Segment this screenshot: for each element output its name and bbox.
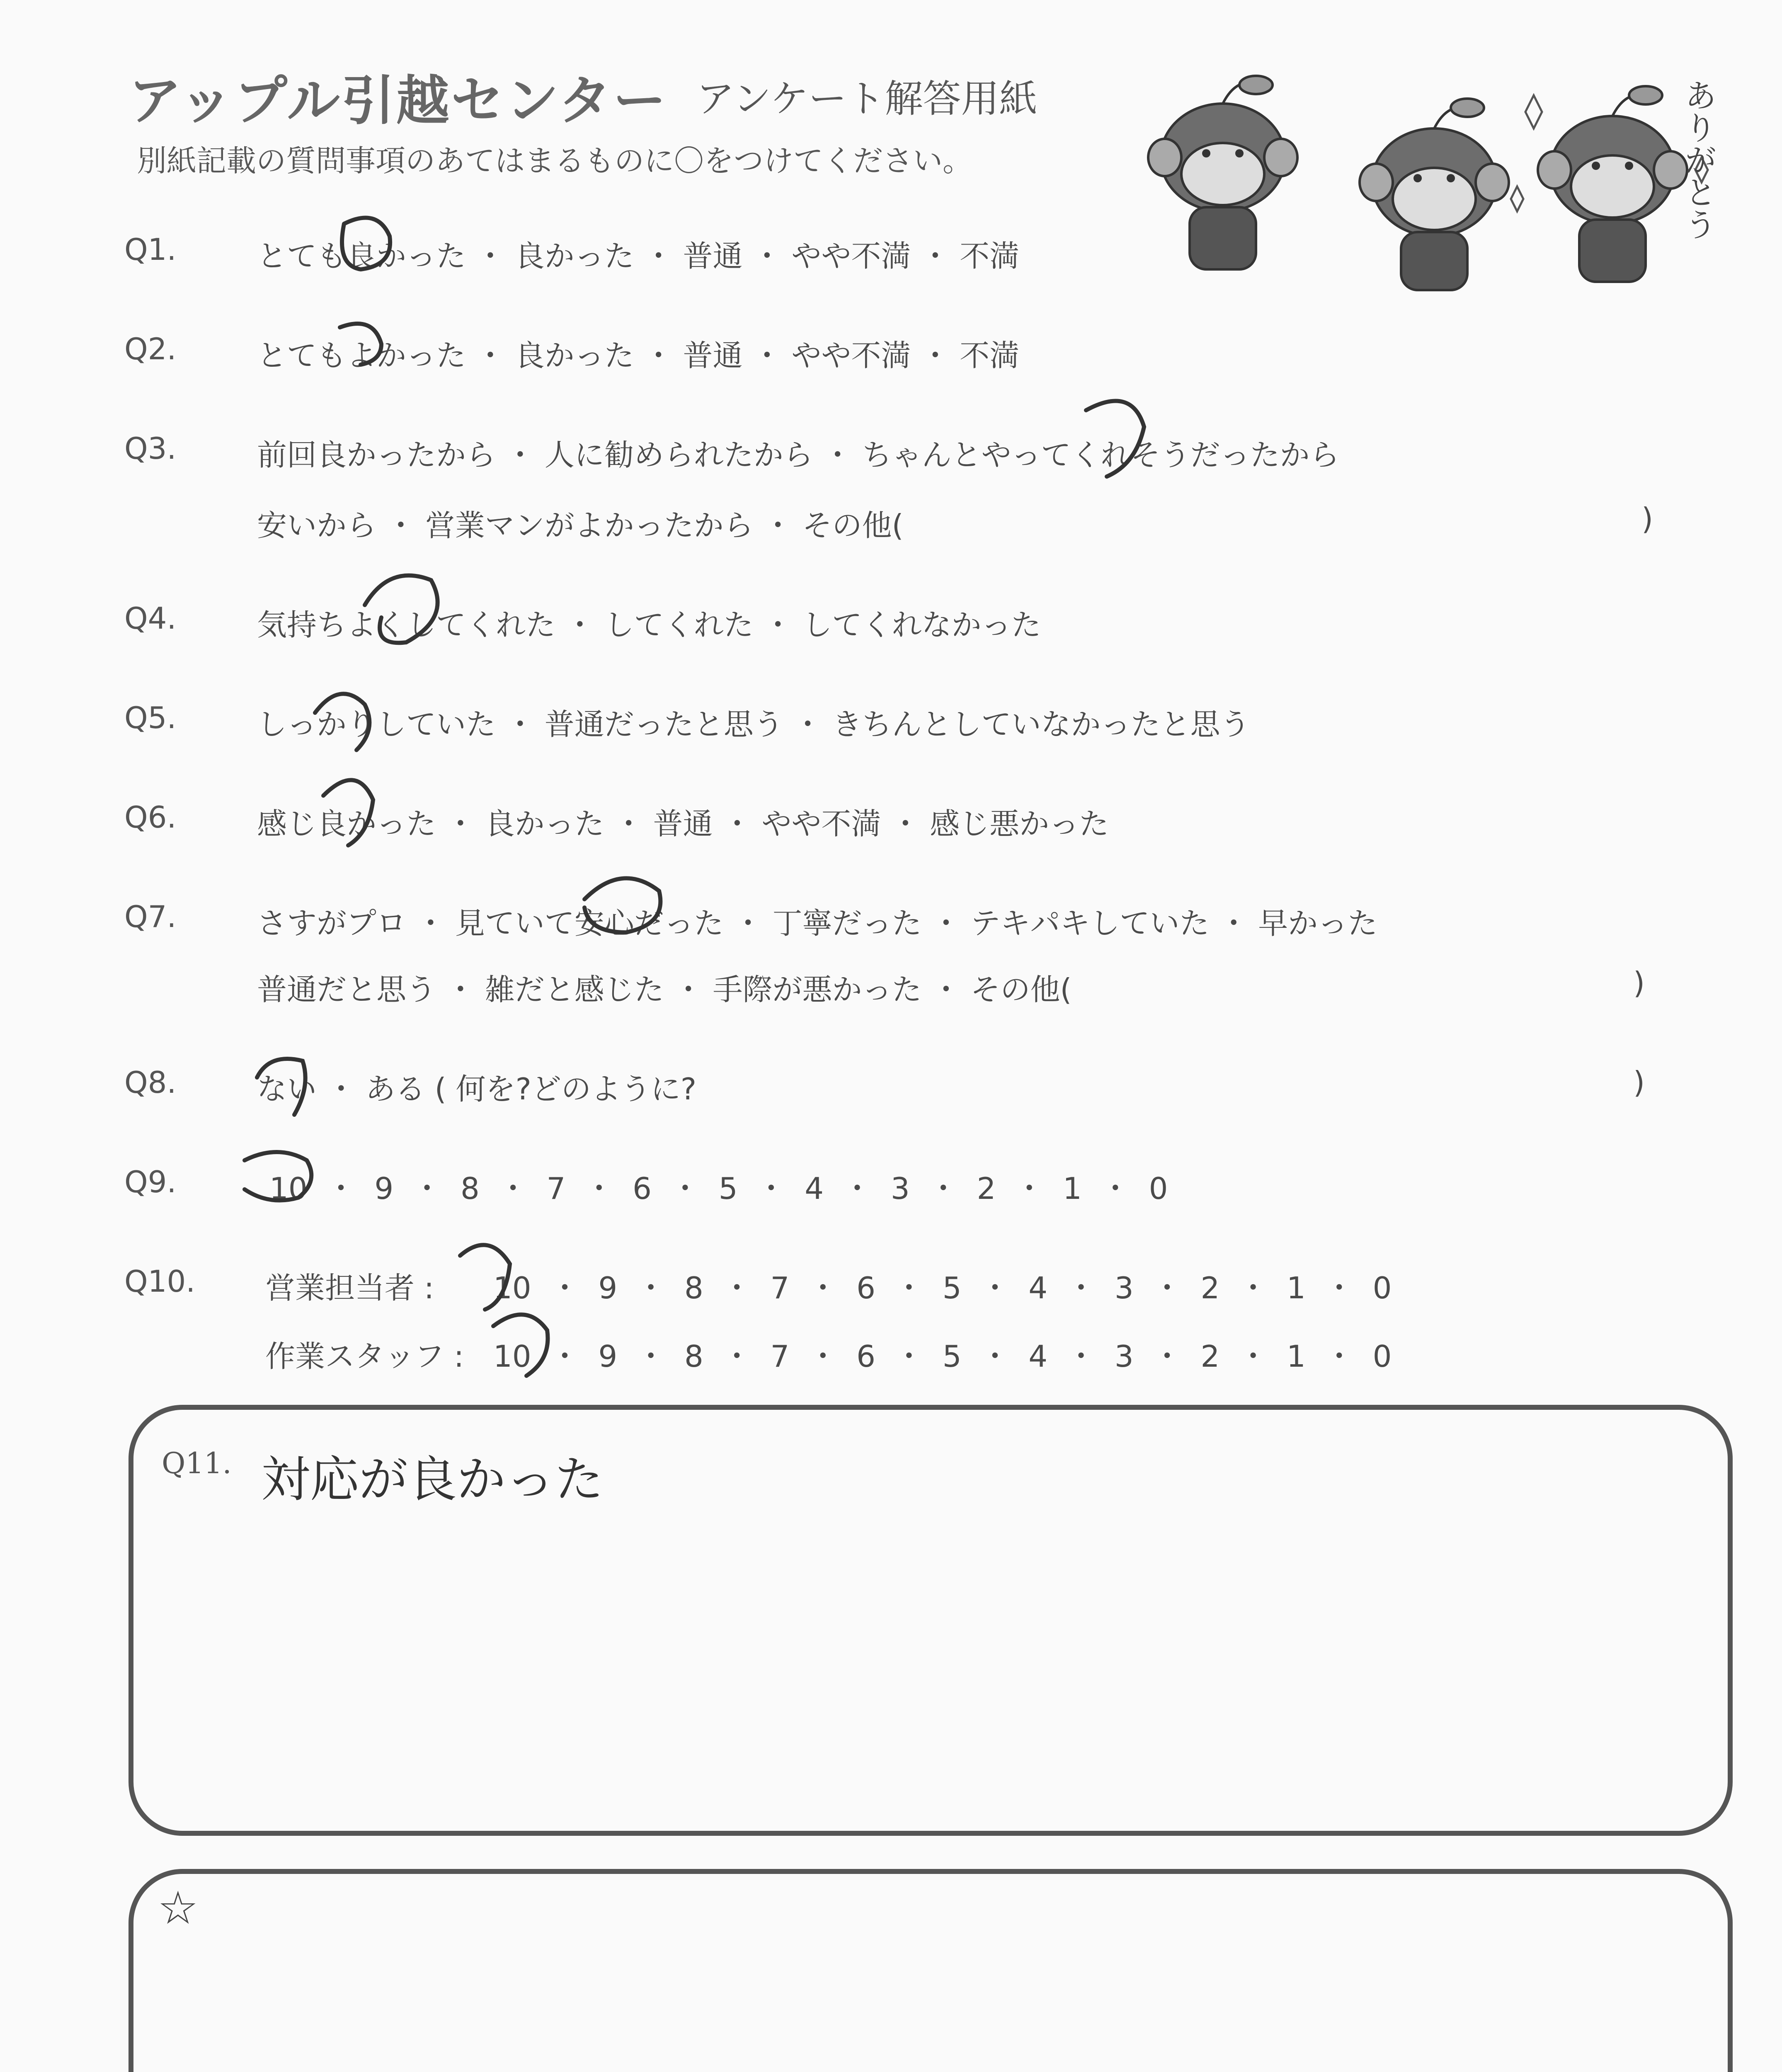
q6-mark (323, 780, 373, 845)
q4-options: 気持ちよくしてくれた ・ してくれた ・ してくれなかった (257, 608, 1041, 642)
q10-staff-label: 作業スタッフ : (265, 1339, 464, 1374)
q8-close-paren: ) (1633, 1065, 1645, 1100)
q4-label: Q4. (124, 601, 177, 636)
q8-label: Q8. (124, 1065, 177, 1100)
q2-options: とてもよかった ・ 良かった ・ 普通 ・ やや不満 ・ 不満 (257, 338, 1020, 373)
q3-close-paren: ) (1641, 501, 1654, 536)
q7-options-line1: さすがプロ ・ 見ていて安心だった ・ 丁寧だった ・ テキパキしていた ・ 早かった (257, 906, 1378, 941)
company-title: アップル引越センター (128, 70, 668, 132)
q1-mark (342, 218, 390, 269)
q11-label: Q11. (162, 1446, 232, 1480)
q10-sales-label: 営業担当者 : (265, 1271, 434, 1305)
q3-options-line2: 安いから ・ 営業マンがよかったから ・ その他( (257, 508, 904, 543)
thank-you-caption: ありがとう (1679, 79, 1717, 240)
q6-label: Q6. (124, 800, 177, 835)
instruction-text: 別紙記載の質問事項のあてはまるものに〇をつけてください。 (137, 143, 973, 178)
q10-label: Q10. (124, 1264, 196, 1299)
star-comment-box (128, 1869, 1733, 2072)
q9-mark (245, 1152, 311, 1201)
q1-label: Q1. (124, 232, 177, 267)
q9-scale: 10 ・ 9 ・ 8 ・ 7 ・ 6 ・ 5 ・ 4 ・ 3 ・ 2 ・ 1 ・ 0 (269, 1171, 1168, 1206)
q10-sales-mark (460, 1245, 510, 1310)
q7-label: Q7. (124, 899, 177, 934)
star-symbol: ☆ (158, 1881, 199, 1934)
q4-mark (365, 576, 438, 643)
q5-options: しっかりしていた ・ 普通だったと思う ・ きちんとしていなかったと思う (257, 707, 1250, 742)
q9-label: Q9. (124, 1164, 177, 1199)
q8-options: ない ・ ある ( 何を?どのように? (257, 1072, 697, 1106)
q5-label: Q5. (124, 700, 177, 735)
q8-mark (257, 1059, 305, 1115)
q7-options-line2: 普通だと思う ・ 雑だと感じた ・ 手際が悪かった ・ その他( (257, 972, 1072, 1007)
q5-mark (315, 694, 369, 750)
q7-close-paren: ) (1633, 966, 1645, 1000)
q2-label: Q2. (124, 332, 177, 366)
form-subtitle: アンケート解答用紙 (696, 77, 1038, 121)
q7-mark (584, 878, 660, 932)
q11-handwritten-answer: 対応が良かった (261, 1451, 604, 1508)
q3-label: Q3. (124, 431, 177, 466)
q2-mark (340, 324, 381, 365)
q6-options: 感じ良かった ・ 良かった ・ 普通 ・ やや不満 ・ 感じ悪かった (257, 806, 1109, 841)
q3-options-line1: 前回良かったから ・ 人に勧められたから ・ ちゃんとやってくれそうだったから (257, 438, 1340, 472)
q10-staff-scale: 10 ・ 9 ・ 8 ・ 7 ・ 6 ・ 5 ・ 4 ・ 3 ・ 2 ・ 1 ・ 0 (493, 1339, 1392, 1374)
q1-options: とても良かった ・ 良かった ・ 普通 ・ やや不満 ・ 不満 (257, 239, 1020, 274)
q10-staff-mark (493, 1314, 548, 1376)
q10-sales-scale: 10 ・ 9 ・ 8 ・ 7 ・ 6 ・ 5 ・ 4 ・ 3 ・ 2 ・ 1 ・ 0 (493, 1271, 1392, 1305)
q3-mark (1086, 401, 1144, 477)
